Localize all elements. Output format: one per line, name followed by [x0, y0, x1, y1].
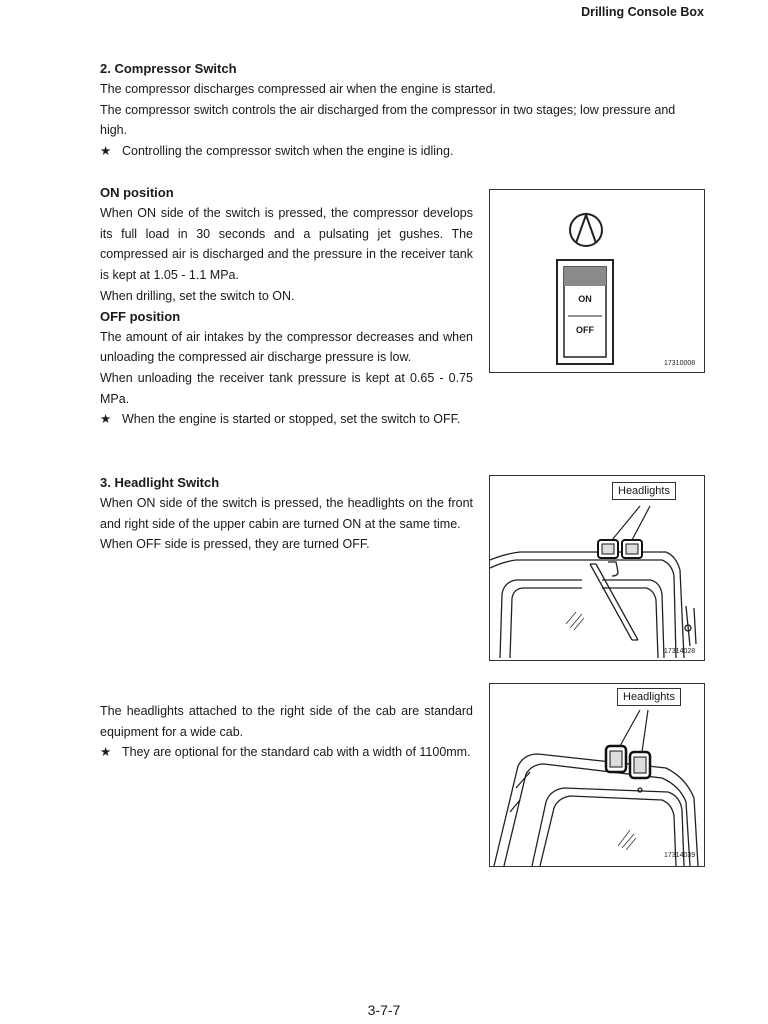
on-drilling-text: When drilling, set the switch to ON. [100, 288, 295, 303]
callout-leader-lines [612, 506, 650, 540]
wide-cab-text: The headlights attached to the right side of the cab are standard equipment for a wide cab. [100, 704, 473, 739]
compressor-heading: 2. Compressor Switch [100, 61, 237, 76]
on-position-text: When ON side of the switch is pressed, the compressor develops its full load in 30 seconds and a pulsating jet gushes. The compressed air is discharged and the pressure in the receiver tank is kept at 1.05 - 1.1 MPa. [100, 206, 473, 283]
star-bullet-icon: ★ [100, 745, 112, 760]
headlight-heading: 3. Headlight Switch [100, 475, 220, 490]
rocker-switch-icon [557, 260, 613, 364]
figure-id: 17310008 [664, 360, 696, 367]
off-position-heading: OFF position [100, 308, 181, 324]
start-stop-note [100, 409, 473, 430]
figure-id: 17314028 [664, 648, 696, 655]
switch-on-label: ON [578, 294, 592, 304]
headlights-callout-2: Headlights [617, 688, 681, 706]
compressor-p2: The compressor switch controls the air discharged from the compressor in two stages; low pressure and high. [100, 102, 676, 138]
headlights-callout-1: Headlights [612, 482, 676, 500]
off-position-text-1: The amount of air intakes by the compressor decreases and when unloading the compressed air discharge pressure is low. [100, 329, 473, 365]
compressor-idle-note [100, 141, 705, 162]
headlight-figure-1 [489, 475, 705, 661]
on-position-heading: ON position [100, 185, 174, 200]
compressor-symbol-icon [570, 214, 602, 246]
compressor-intro [100, 59, 705, 162]
idle-note-text: Controlling the compressor switch when the engine is idling. [122, 144, 454, 159]
page-number: 3-7-7 [367, 1002, 401, 1018]
wide-cab-note-text: They are optional for the standard cab with a width of 1100mm. [122, 745, 471, 760]
cab-side-illustration [490, 684, 704, 866]
wide-cab-section [100, 701, 473, 763]
compressor-p1: The compressor discharges compressed air when the engine is started. [100, 82, 497, 96]
headlight-pair-icon [598, 540, 642, 558]
switch-off-label: OFF [576, 325, 594, 335]
wide-cab-note [100, 742, 473, 763]
start-stop-note-text: When the engine is started or stopped, set the switch to OFF. [122, 412, 461, 427]
headlight-p2: When OFF side is pressed, they are turned OFF. [100, 537, 370, 552]
compressor-switch-illustration [490, 190, 704, 372]
headlight-section [100, 473, 473, 555]
compressor-switch-figure [489, 189, 705, 373]
running-header: Drilling Console Box [581, 5, 704, 19]
star-bullet-icon: ★ [100, 144, 112, 159]
cab-front-illustration [490, 476, 704, 660]
off-position-text-2: When unloading the receiver tank pressure is kept at 0.65 - 0.75 MPa. [100, 370, 473, 406]
headlight-pair-icon [606, 746, 650, 778]
headlight-figure-2 [489, 683, 705, 867]
star-bullet-icon: ★ [100, 412, 112, 427]
figure-id: 17314039 [664, 852, 696, 859]
compressor-positions [100, 183, 473, 430]
headlight-p1: When ON side of the switch is pressed, the headlights on the front and right side of the upper cabin are turned ON at the same time. [100, 496, 473, 531]
